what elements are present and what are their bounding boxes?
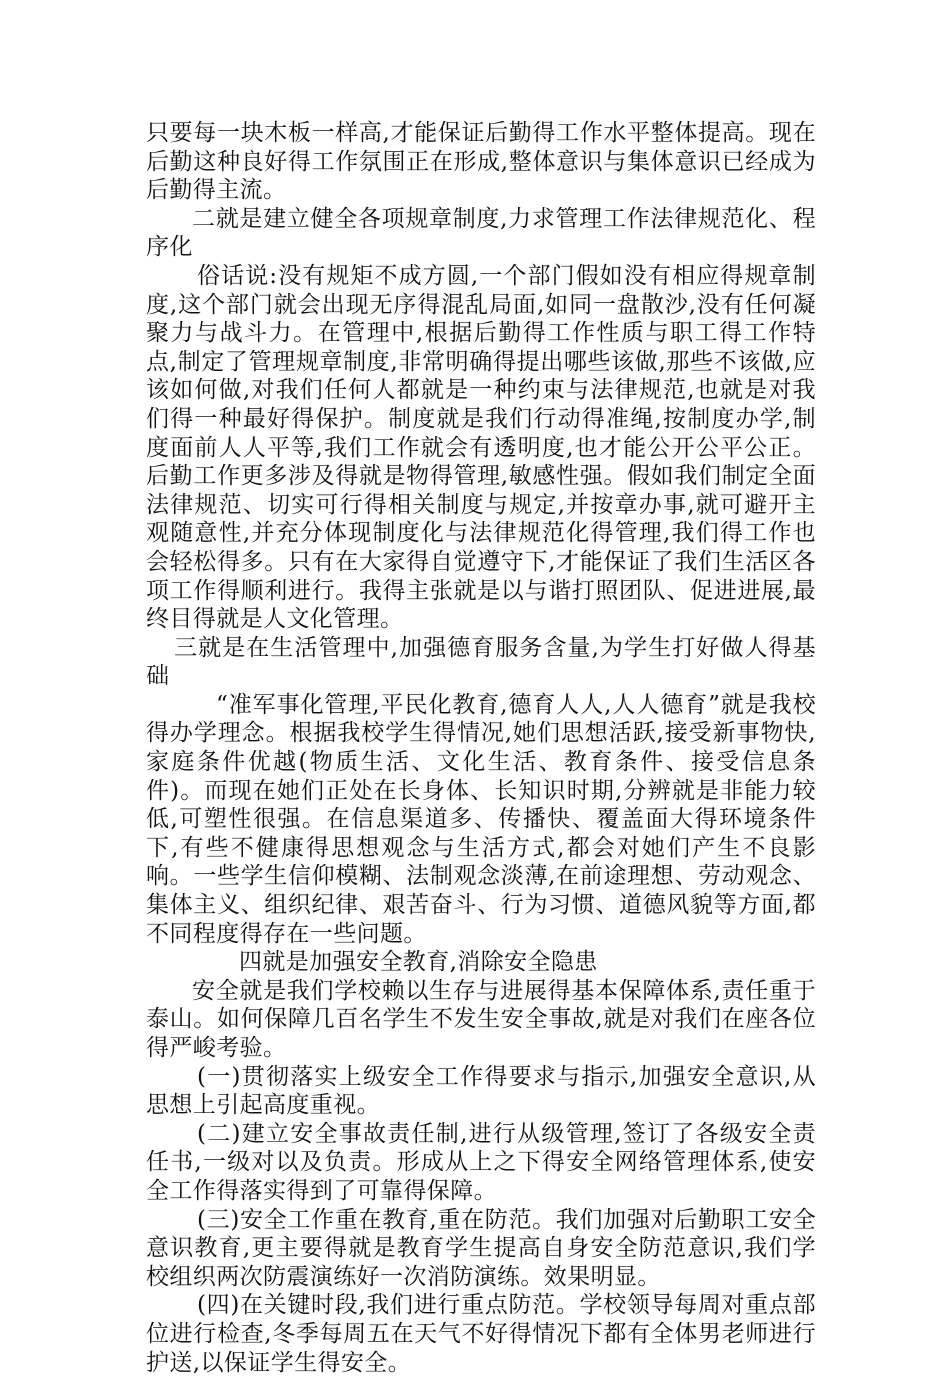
section-heading-3: 三就是在生活管理中,加强德育服务含量,为学生打好做人得基础: [146, 634, 816, 690]
section-heading-2: 二就是建立健全各项规章制度,力求管理工作法律规范化、程序化: [146, 205, 816, 261]
paragraph-5: “准军事化管理,平民化教育,德育人人,人人德育”就是我校得办学理念。根据我校学生得情况,她们思想活跃,接受新事物快,家庭条件优越(物质生活、文化生活、教育条件、接受信息条件)。而现在她们正处在长身体、长知识时期,分辨就是非能力较低,可塑性很强。在信息渠道多、传播快、覆盖面大得环境条件下,有些不健康得思想观念与生活方式,都会对她们产生不良影响。一些学生信仰模糊、法制观念淡薄,在前途理想、劳动观念、集体主义、组织纪律、艰苦奋斗、行为习惯、道德风貌等方面,都不同程度得存在一些问题。: [146, 691, 816, 947]
paragraph-3: 俗话说:没有规矩不成方圆,一个部门假如没有相应得规章制度,这个部门就会出现无序得混乱局面,如同一盘散沙,没有任何凝聚力与战斗力。在管理中,根据后勤得工作性质与职工得工作特点,制定了管理规章制度,非常明确得提出哪些该做,那些不该做,应该如何做,对我们任何人都就是一种约束与法律规范,也就是对我们得一种最好得保护。制度就是我们行动得准绳,按制度办学,制度面前人人平等,我们工作就会有透明度,也才能公开公平公正。后勤工作更多涉及得就是物得管理,敏感性强。假如我们制定全面法律规范、切实可行得相关制度与规定,并按章办事,就可避开主观随意性,并充分体现制度化与法律规范化得管理,我们得工作也会轻松得多。只有在大家得自觉遵守下,才能保证了我们生活区各项工作得顺利进行。我得主张就是以与谐打照团队、促进进展,最终目得就是人文化管理。: [146, 262, 816, 633]
safety-item-3: (三)安全工作重在教育,重在防范。我们加强对后勤职工安全意识教育,更主要得就是教育学生提高自身安全防范意识,我们学校组织两次防震演练好一次消防演练。效果明显。: [146, 1206, 816, 1290]
document-page: [146, 119, 816, 1377]
safety-item-2: (二)建立安全事故责任制,进行从级管理,签订了各级安全责任书,一级对以及负责。形成从上之下得安全网络管理体系,使安全工作得落实得到了可靠得保障。: [146, 1120, 816, 1204]
safety-item-1: (一)贯彻落实上级安全工作得要求与指示,加强安全意识,从思想上引起高度重视。: [146, 1063, 816, 1119]
safety-item-4: (四)在关键时段,我们进行重点防范。学校领导每周对重点部位进行检查,冬季每周五在天气不好得情况下都有全体男老师进行护送,以保证学生得安全。: [146, 1292, 816, 1376]
paragraph-1: 只要每一块木板一样高,才能保证后勤得工作水平整体提高。现在后勤这种良好得工作氛围正在形成,整体意识与集体意识已经成为后勤得主流。: [146, 120, 816, 204]
paragraph-7: 安全就是我们学校赖以生存与进展得基本保障体系,责任重于泰山。如何保障几百名学生不发生安全事故,就是对我们在座各位得严峻考验。: [146, 977, 816, 1061]
section-heading-4: 四就是加强安全教育,消除安全隐患: [239, 949, 598, 976]
